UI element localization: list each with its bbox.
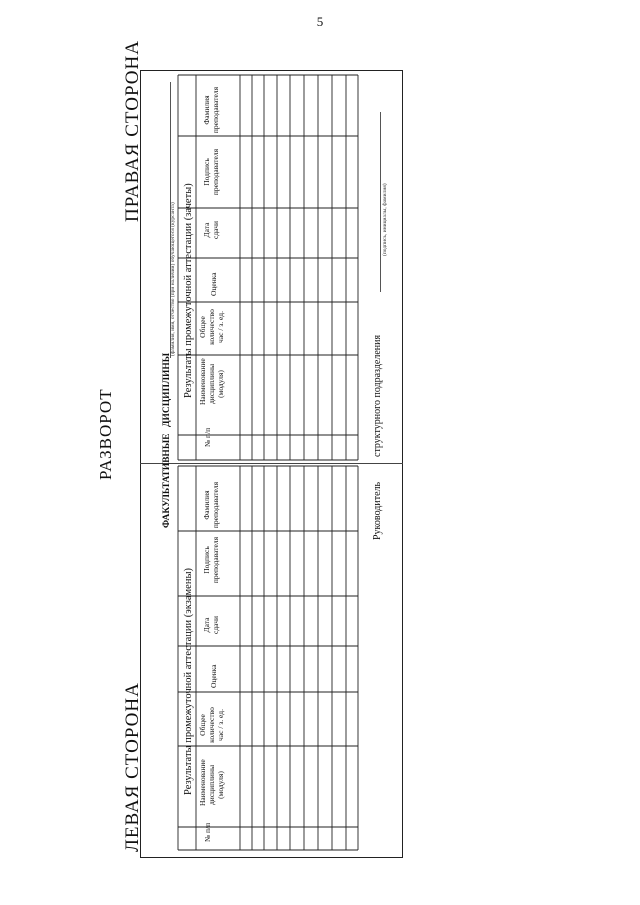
right-col-grade-label: Оценка: [209, 272, 218, 296]
left-col-surname-label: Фамилия преподавателя: [202, 481, 220, 529]
signature-underline: [380, 112, 381, 292]
right-col-date-label: Дата сдачи: [202, 221, 220, 239]
name-caption: (фамилия, имя, отчество (при наличии) обучающегося (курсанта): [170, 202, 176, 356]
right-col-surname-label: Фамилия преподавателя: [202, 86, 220, 134]
left-col-date-label: Дата сдачи: [202, 616, 220, 634]
right-footer-unit: структурного подразделения: [372, 334, 383, 457]
right-table-title: Результаты промежуточной аттестации (зачеты): [183, 183, 194, 398]
right-col-signature-label: Подпись преподавателя: [202, 148, 220, 196]
signature-caption: (подпись, инициалы, фамилия): [382, 183, 388, 256]
page-number: 5: [316, 14, 324, 29]
left-col-grade-label: Оценка: [209, 664, 218, 688]
left-table-title: Результаты промежуточной аттестации (экзамены): [183, 567, 194, 795]
right-col-discipline-label: Наименование дисциплины (модуля): [198, 358, 225, 405]
left-col-discipline-label: Наименование дисциплины (модуля): [198, 759, 225, 806]
right-col-num-label: № п/п: [203, 427, 212, 447]
right-col-hours-label: Общее количество час / з. ед.: [198, 309, 225, 345]
left-col-signature-label: Подпись преподавателя: [202, 536, 220, 584]
left-footer-head: Руководитель: [372, 481, 383, 540]
spread-label: РАЗВОРОТ: [96, 388, 115, 480]
left-side-label: ЛЕВАЯ СТОРОНА: [122, 682, 143, 852]
left-col-hours-label: Общее количество час / з. ед.: [198, 707, 225, 743]
left-col-num-label: № п/п: [203, 822, 212, 842]
right-section-title: ДИСЦИПЛИНЫ: [162, 352, 172, 427]
left-section-title: ФАКУЛЬТАТИВНЫЕ: [162, 433, 172, 528]
right-side-label: ПРАВАЯ СТОРОНА: [122, 40, 143, 222]
